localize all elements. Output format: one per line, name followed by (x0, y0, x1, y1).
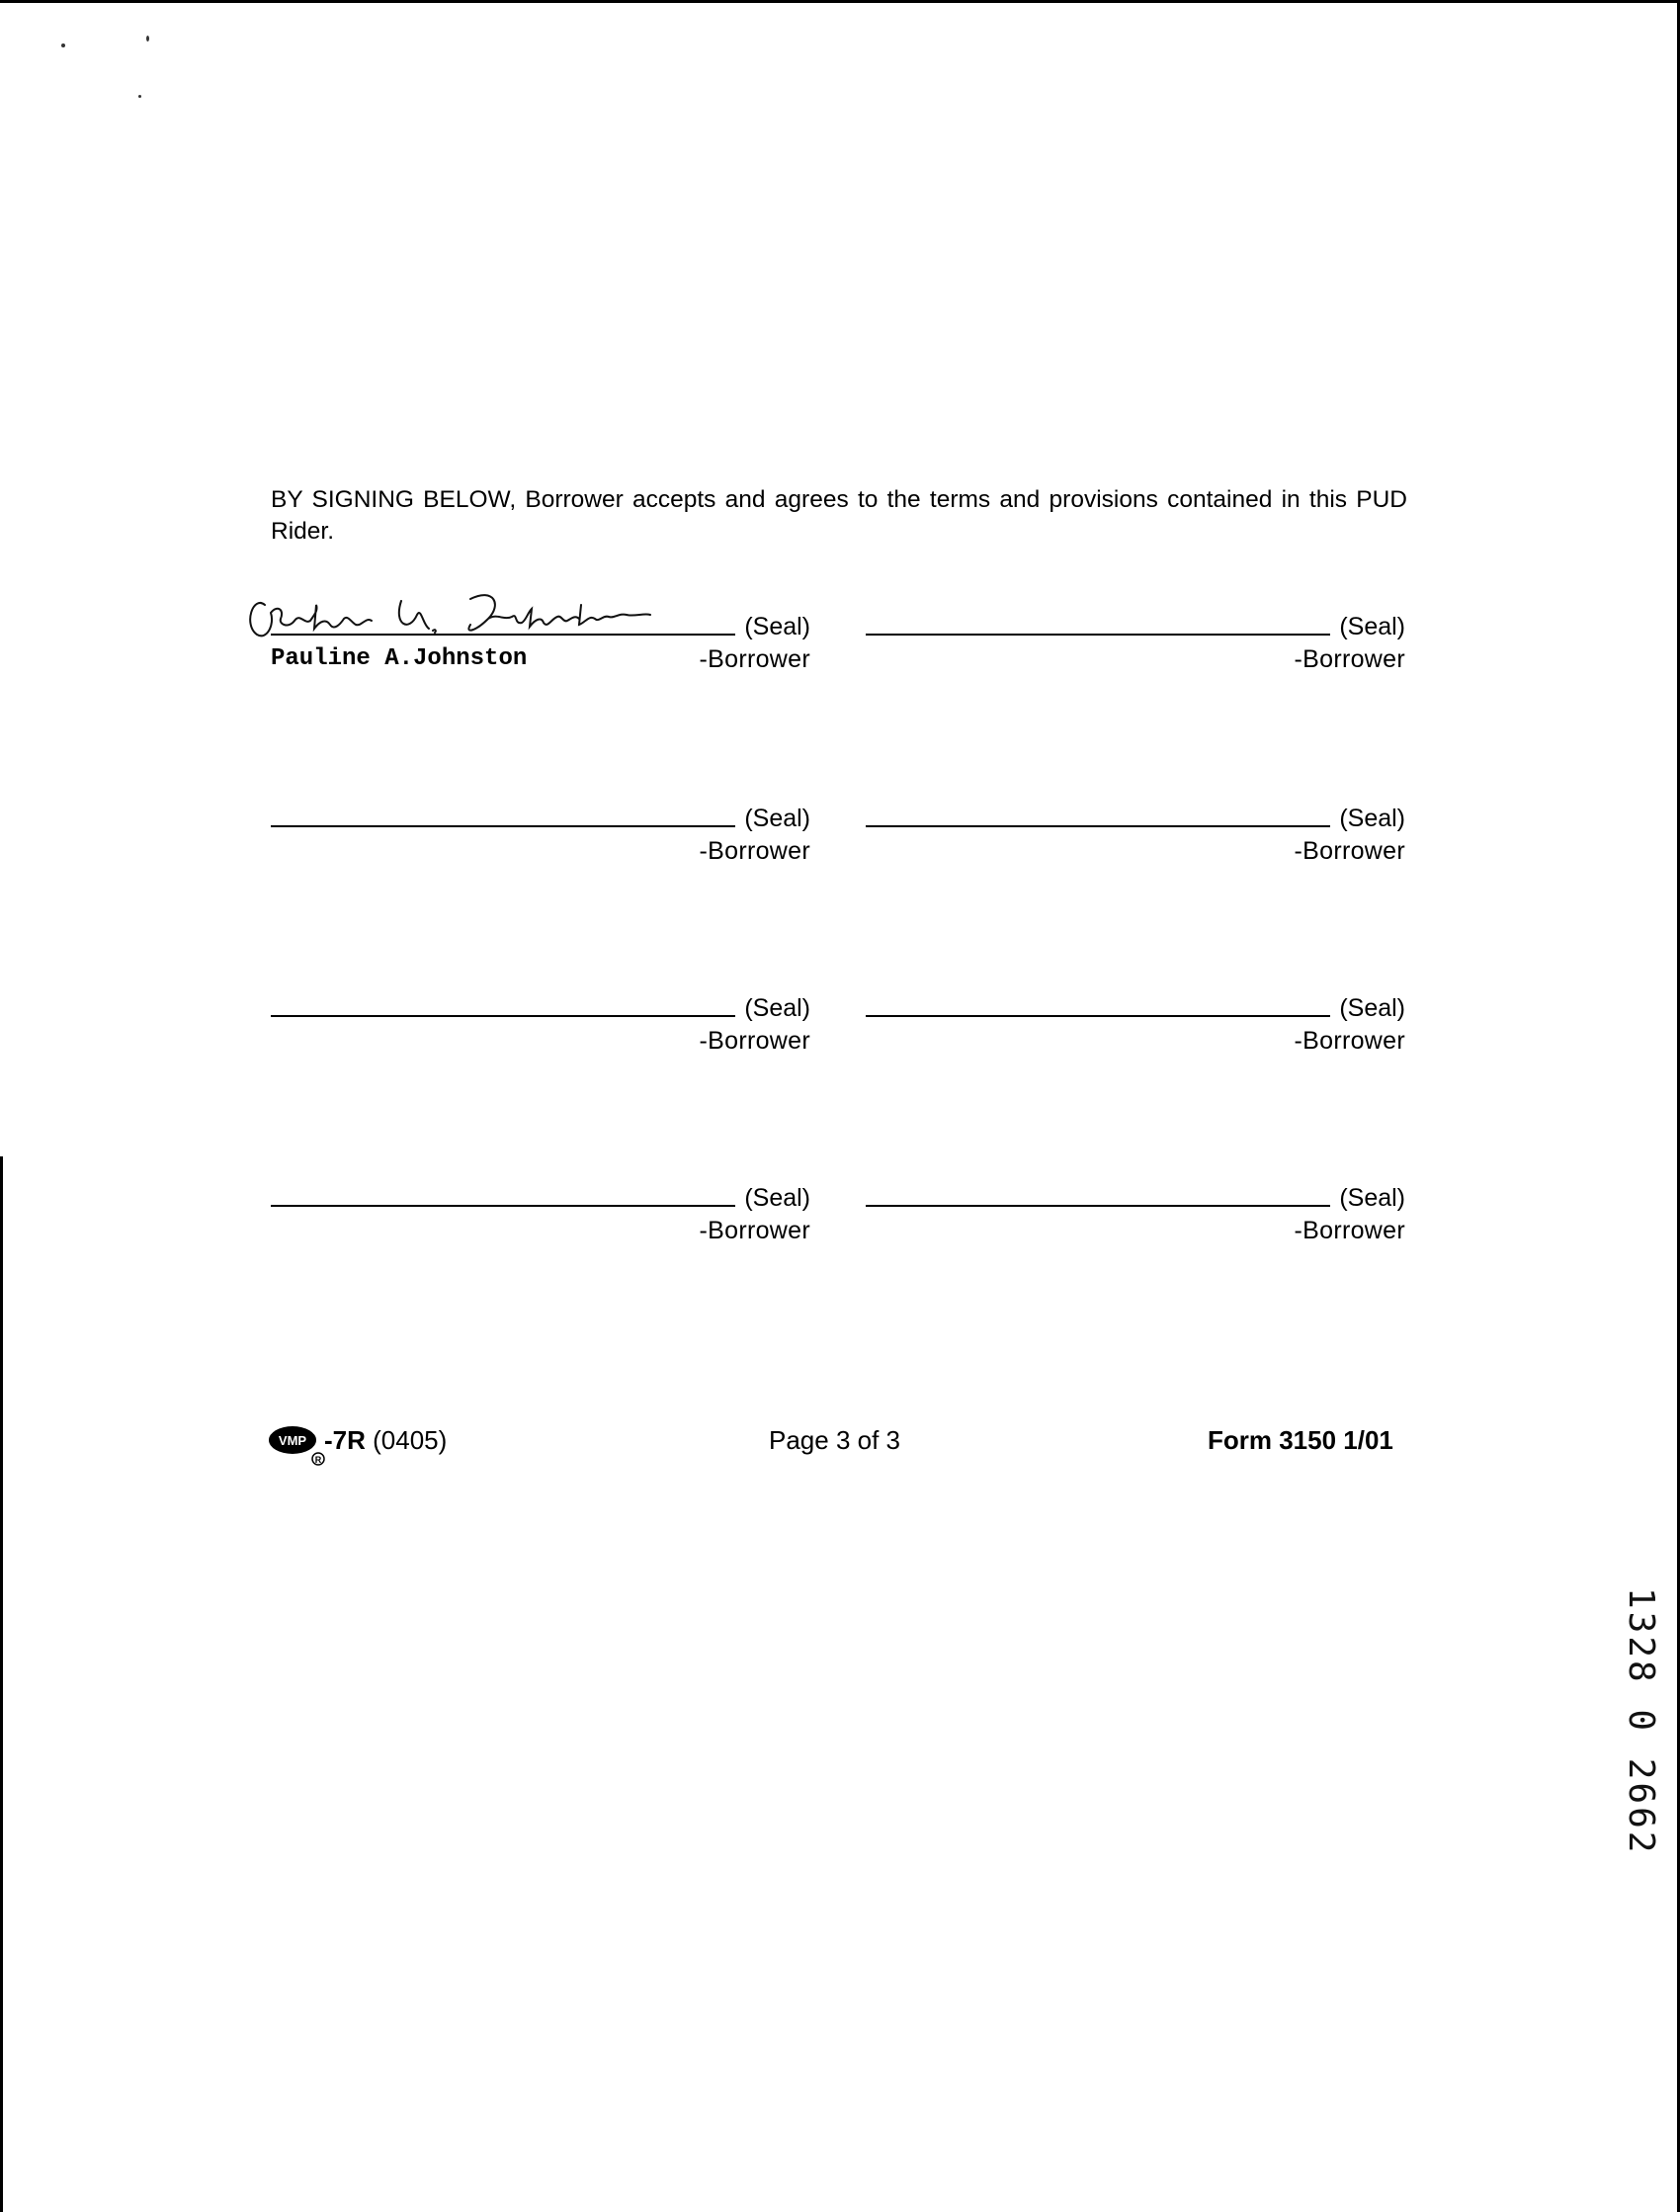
signature-block-borrower-2 (866, 607, 1405, 676)
signature-block-borrower-8 (866, 1178, 1405, 1247)
scan-border-top (0, 0, 1680, 3)
signature-line[interactable] (866, 634, 1330, 636)
recording-number-text: 1328 0 2662 (1621, 1587, 1661, 1856)
signature-line[interactable] (271, 634, 735, 636)
borrower-label: -Borrower (699, 1217, 810, 1244)
form-code-number: -7R (324, 1425, 366, 1455)
borrower-label: -Borrower (699, 1027, 810, 1055)
form-number: Form 3150 1/01 (1208, 1425, 1393, 1455)
seal-label: (Seal) (1339, 1184, 1405, 1212)
scan-speck (138, 95, 141, 98)
scan-border-left (0, 1156, 3, 2212)
vmp-logo-icon (269, 1423, 326, 1467)
signature-block-borrower-1 (271, 607, 810, 676)
svg-text:R: R (314, 1455, 322, 1465)
signature-block-borrower-5 (271, 988, 810, 1058)
borrower-label: -Borrower (699, 645, 810, 673)
signature-block-borrower-6 (866, 988, 1405, 1058)
scan-speck (61, 43, 65, 47)
signature-line[interactable] (271, 825, 735, 827)
acceptance-statement: BY SIGNING BELOW, Borrower accepts and agrees to the terms and provisions contained in this PUD Rider. (271, 486, 1407, 545)
seal-label: (Seal) (1339, 805, 1405, 832)
page-number: Page 3 of 3 (769, 1425, 900, 1455)
borrower-label: -Borrower (1294, 645, 1405, 673)
signature-block-borrower-3 (271, 799, 810, 868)
form-code-version: (0405) (365, 1425, 448, 1455)
signature-block-borrower-4 (866, 799, 1405, 868)
borrower-label: -Borrower (699, 837, 810, 865)
borrower-label: -Borrower (1294, 1027, 1405, 1055)
borrower-name: Pauline A.Johnston (271, 645, 528, 672)
seal-label: (Seal) (1339, 613, 1405, 640)
scan-speck (146, 36, 149, 42)
seal-label: (Seal) (744, 1184, 810, 1212)
signature-block-borrower-7 (271, 1178, 810, 1247)
svg-text:VMP: VMP (278, 1433, 307, 1448)
seal-label: (Seal) (744, 805, 810, 832)
borrower-label: -Borrower (1294, 837, 1405, 865)
signature-line[interactable] (271, 1205, 735, 1207)
recording-number (1621, 1587, 1680, 1856)
seal-label: (Seal) (744, 613, 810, 640)
signature-line[interactable] (866, 1205, 1330, 1207)
borrower-label: -Borrower (1294, 1217, 1405, 1244)
signature-line[interactable] (271, 1015, 735, 1017)
signature-line[interactable] (866, 1015, 1330, 1017)
seal-label: (Seal) (744, 994, 810, 1022)
seal-label: (Seal) (1339, 994, 1405, 1022)
signature-line[interactable] (866, 825, 1330, 827)
